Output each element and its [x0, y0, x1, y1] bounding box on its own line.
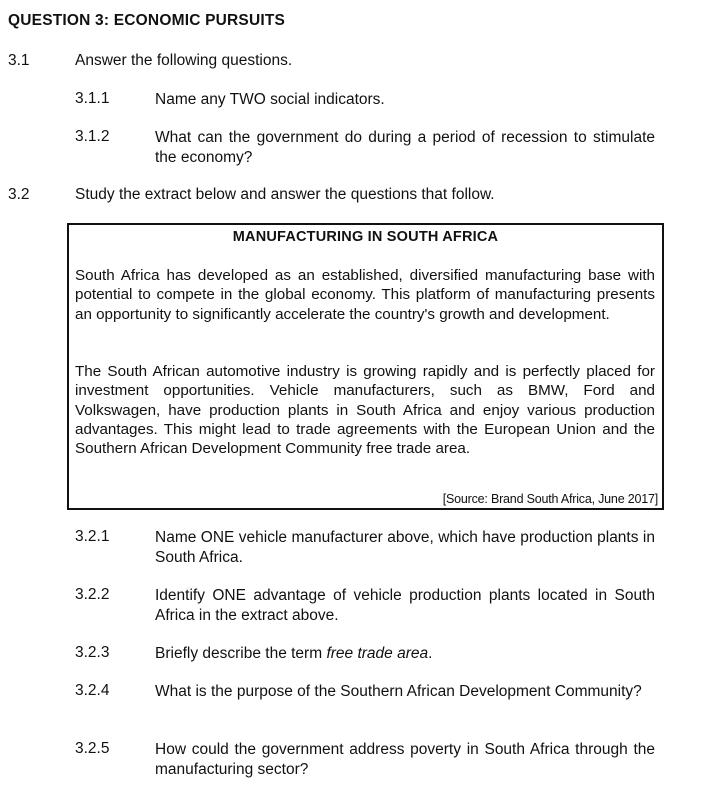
sub-question-text: Identify ONE advantage of vehicle production plants located in South Africa in the extract above.	[155, 587, 655, 624]
question-instruction-3-2: Study the extract below and answer the questions that follow.	[75, 186, 495, 203]
sub-question-text: What can the government do during a period of recession to stimulate the economy?	[155, 129, 655, 166]
sub-question-number: 3.1.1	[75, 90, 110, 107]
sub-question-text: What is the purpose of the Southern African Development Community?	[155, 683, 642, 700]
extract-paragraph-2: The South African automotive industry is growing rapidly and is perfectly placed for investment opportunities. Vehicle manufacturers, such as BMW, Ford and Volkswagen, have production plants in South Africa and enjoy various production advantages. This might lead to trade agreements with the European Union and the Southern African Development Community free trade area.	[75, 363, 655, 458]
question-number-3-1: 3.1	[8, 52, 30, 69]
sub-question-number: 3.2.3	[75, 644, 110, 661]
sub-question-text	[155, 644, 655, 664]
extract-title: MANUFACTURING IN SOUTH AFRICA	[232, 229, 499, 245]
sub-question-text-prefix: Briefly describe the term	[155, 645, 327, 662]
sub-question-number: 3.2.4	[75, 682, 110, 699]
sub-question-number: 3.2.1	[75, 528, 110, 545]
sub-question-text-suffix: .	[428, 645, 433, 662]
sub-question-number: 3.1.2	[75, 128, 110, 145]
extract-paragraph-1: South Africa has developed as an established, diversified manufacturing base with potential to compete in the global economy. This platform of manufacturing presents an opportunity to significantly accelerate the country's growth and development.	[75, 267, 655, 323]
extract-box	[67, 223, 664, 510]
sub-question-text: Name any TWO social indicators.	[155, 91, 385, 108]
sub-question-number: 3.2.2	[75, 586, 110, 603]
sub-question-text: Name ONE vehicle manufacturer above, which have production plants in South Africa.	[155, 529, 655, 566]
question-heading: QUESTION 3: ECONOMIC PURSUITS	[8, 12, 286, 29]
question-number-3-2: 3.2	[8, 186, 30, 203]
sub-question-number: 3.2.5	[75, 740, 110, 757]
sub-question-text-italic-term: free trade area	[326, 645, 429, 662]
extract-source: [Source: Brand South Africa, June 2017]	[442, 492, 658, 506]
sub-question-text: How could the government address poverty in South Africa through the manufacturing sector?	[155, 741, 655, 778]
question-instruction-3-1: Answer the following questions.	[75, 52, 293, 69]
